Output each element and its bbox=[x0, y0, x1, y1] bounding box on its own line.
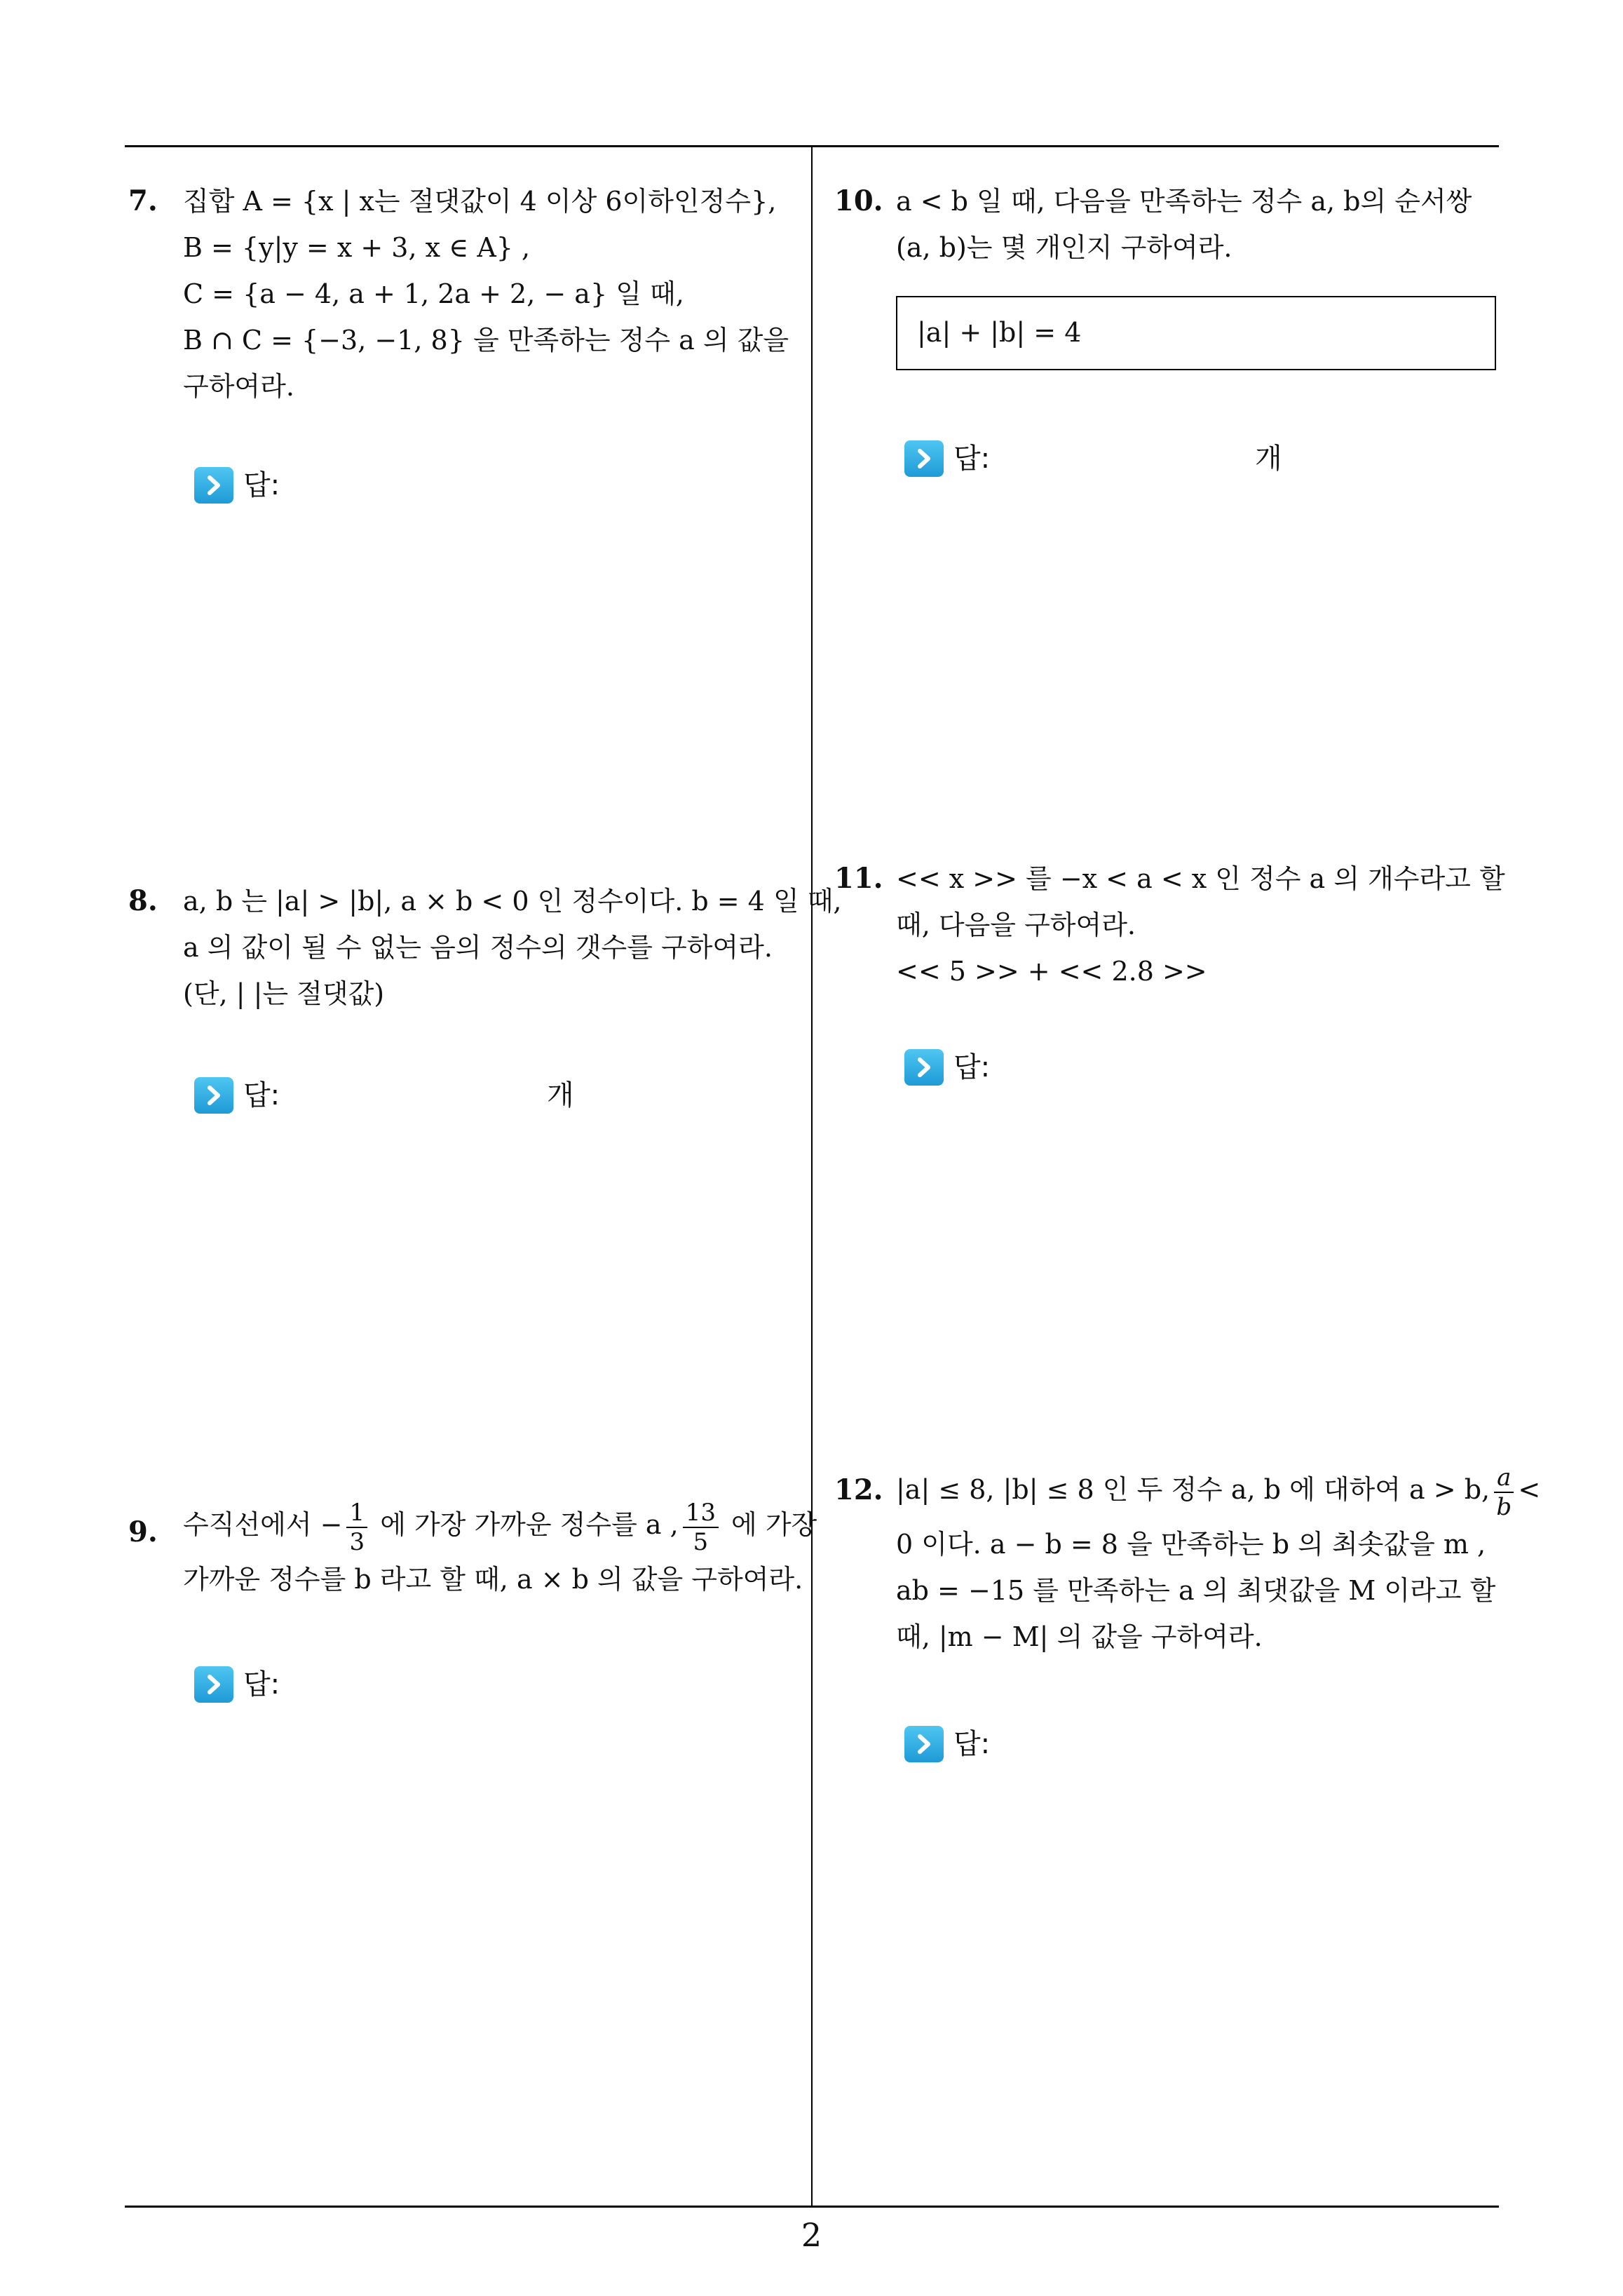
chevron-right-icon bbox=[904, 1049, 944, 1086]
fraction bbox=[1494, 1464, 1514, 1521]
problem-number: 9. bbox=[128, 1515, 158, 1548]
problem-text bbox=[896, 1459, 1540, 1521]
problem-text bbox=[183, 1494, 817, 1556]
fraction-numerator: 13 bbox=[683, 1499, 719, 1528]
problem-text-part: |a| ≤ 8, |b| ≤ 8 인 두 정수 a, b 에 대하여 a > b, bbox=[896, 1474, 1490, 1505]
chevron-right-icon bbox=[904, 1726, 944, 1762]
problem-text: C = {a − 4, a + 1, 2a + 2, − a} 일 때, bbox=[183, 278, 684, 309]
chevron-right-icon bbox=[194, 467, 233, 504]
problem-number: 10. bbox=[834, 184, 883, 217]
answer-field-11[interactable] bbox=[904, 1045, 1465, 1084]
fraction-numerator: a bbox=[1494, 1464, 1514, 1493]
page-number: 2 bbox=[801, 2216, 822, 2254]
fraction bbox=[346, 1499, 367, 1556]
fraction bbox=[683, 1499, 719, 1556]
column-divider bbox=[811, 145, 813, 2206]
problem-text: 때, |m − M| 의 값을 구하여라. bbox=[896, 1621, 1263, 1652]
problem-text-part: 에 가장 가까운 정수를 a , bbox=[372, 1509, 679, 1540]
problem-text-part: 수직선에서 − bbox=[183, 1509, 343, 1540]
problem-number: 7. bbox=[128, 184, 158, 217]
problem-text: 가까운 정수를 b 라고 할 때, a × b 의 값을 구하여라. bbox=[183, 1563, 803, 1595]
chevron-right-icon bbox=[194, 1666, 233, 1703]
answer-field-7[interactable] bbox=[194, 463, 755, 502]
condition-box bbox=[896, 296, 1496, 370]
problem-text: B = {y|y = x + 3, x ∈ A} , bbox=[183, 232, 531, 263]
answer-field-12[interactable] bbox=[904, 1722, 1465, 1761]
answer-label: 답: bbox=[953, 1728, 991, 1760]
answer-label: 답: bbox=[243, 469, 280, 501]
condition-text: |a| + |b| = 4 bbox=[917, 317, 1082, 348]
problem-text: << 5 >> + << 2.8 >> bbox=[896, 956, 1207, 987]
problem-number: 11. bbox=[834, 862, 883, 895]
answer-field-9[interactable] bbox=[194, 1662, 755, 1701]
answer-label: 답: bbox=[243, 1079, 280, 1112]
problem-text: << x >> 를 −x < a < x 인 정수 a 의 개수라고 할 bbox=[896, 863, 1505, 894]
chevron-right-icon bbox=[904, 440, 944, 477]
problem-text: (단, | |는 절댓값) bbox=[183, 978, 385, 1009]
problem-text: 0 이다. a − b = 8 을 만족하는 b 의 최솟값을 m , bbox=[896, 1528, 1486, 1560]
answer-unit: 개 bbox=[1255, 443, 1282, 475]
answer-field-10[interactable] bbox=[904, 436, 1465, 475]
answer-label: 답: bbox=[243, 1668, 280, 1701]
answer-label: 답: bbox=[953, 1051, 991, 1083]
problem-text: B ∩ C = {−3, −1, 8} 을 만족하는 정수 a 의 값을 bbox=[183, 325, 789, 356]
chevron-right-icon bbox=[194, 1077, 233, 1114]
bottom-rule bbox=[125, 2206, 1499, 2208]
problem-text-part: 에 가장 bbox=[722, 1509, 817, 1540]
problem-text: (a, b)는 몇 개인지 구하여라. bbox=[896, 232, 1232, 263]
fraction-denominator: b bbox=[1496, 1492, 1512, 1521]
problem-text: ab = −15 를 만족하는 a 의 최댓값을 M 이라고 할 bbox=[896, 1574, 1496, 1606]
problem-number: 8. bbox=[128, 884, 158, 917]
problem-text-part: < bbox=[1518, 1474, 1541, 1505]
problem-text: a 의 값이 될 수 없는 음의 정수의 갯수를 구하여라. bbox=[183, 932, 773, 963]
answer-field-8[interactable] bbox=[194, 1073, 755, 1112]
answer-unit: 개 bbox=[547, 1079, 574, 1112]
fraction-denominator: 5 bbox=[693, 1527, 709, 1556]
answer-label: 답: bbox=[953, 443, 991, 475]
fraction-denominator: 3 bbox=[349, 1527, 365, 1556]
problem-text: 구하여라. bbox=[183, 371, 294, 402]
problem-text: 집합 A = {x | x는 절댓값이 4 이상 6이하인정수}, bbox=[183, 186, 777, 217]
problem-text: a < b 일 때, 다음을 만족하는 정수 a, b의 순서쌍 bbox=[896, 186, 1472, 217]
problem-text: 때, 다음을 구하여라. bbox=[896, 910, 1136, 940]
problem-number: 12. bbox=[834, 1473, 883, 1506]
problem-text: a, b 는 |a| > |b|, a × b < 0 인 정수이다. b = 4 일 때, bbox=[183, 886, 842, 917]
fraction-numerator: 1 bbox=[346, 1499, 367, 1528]
